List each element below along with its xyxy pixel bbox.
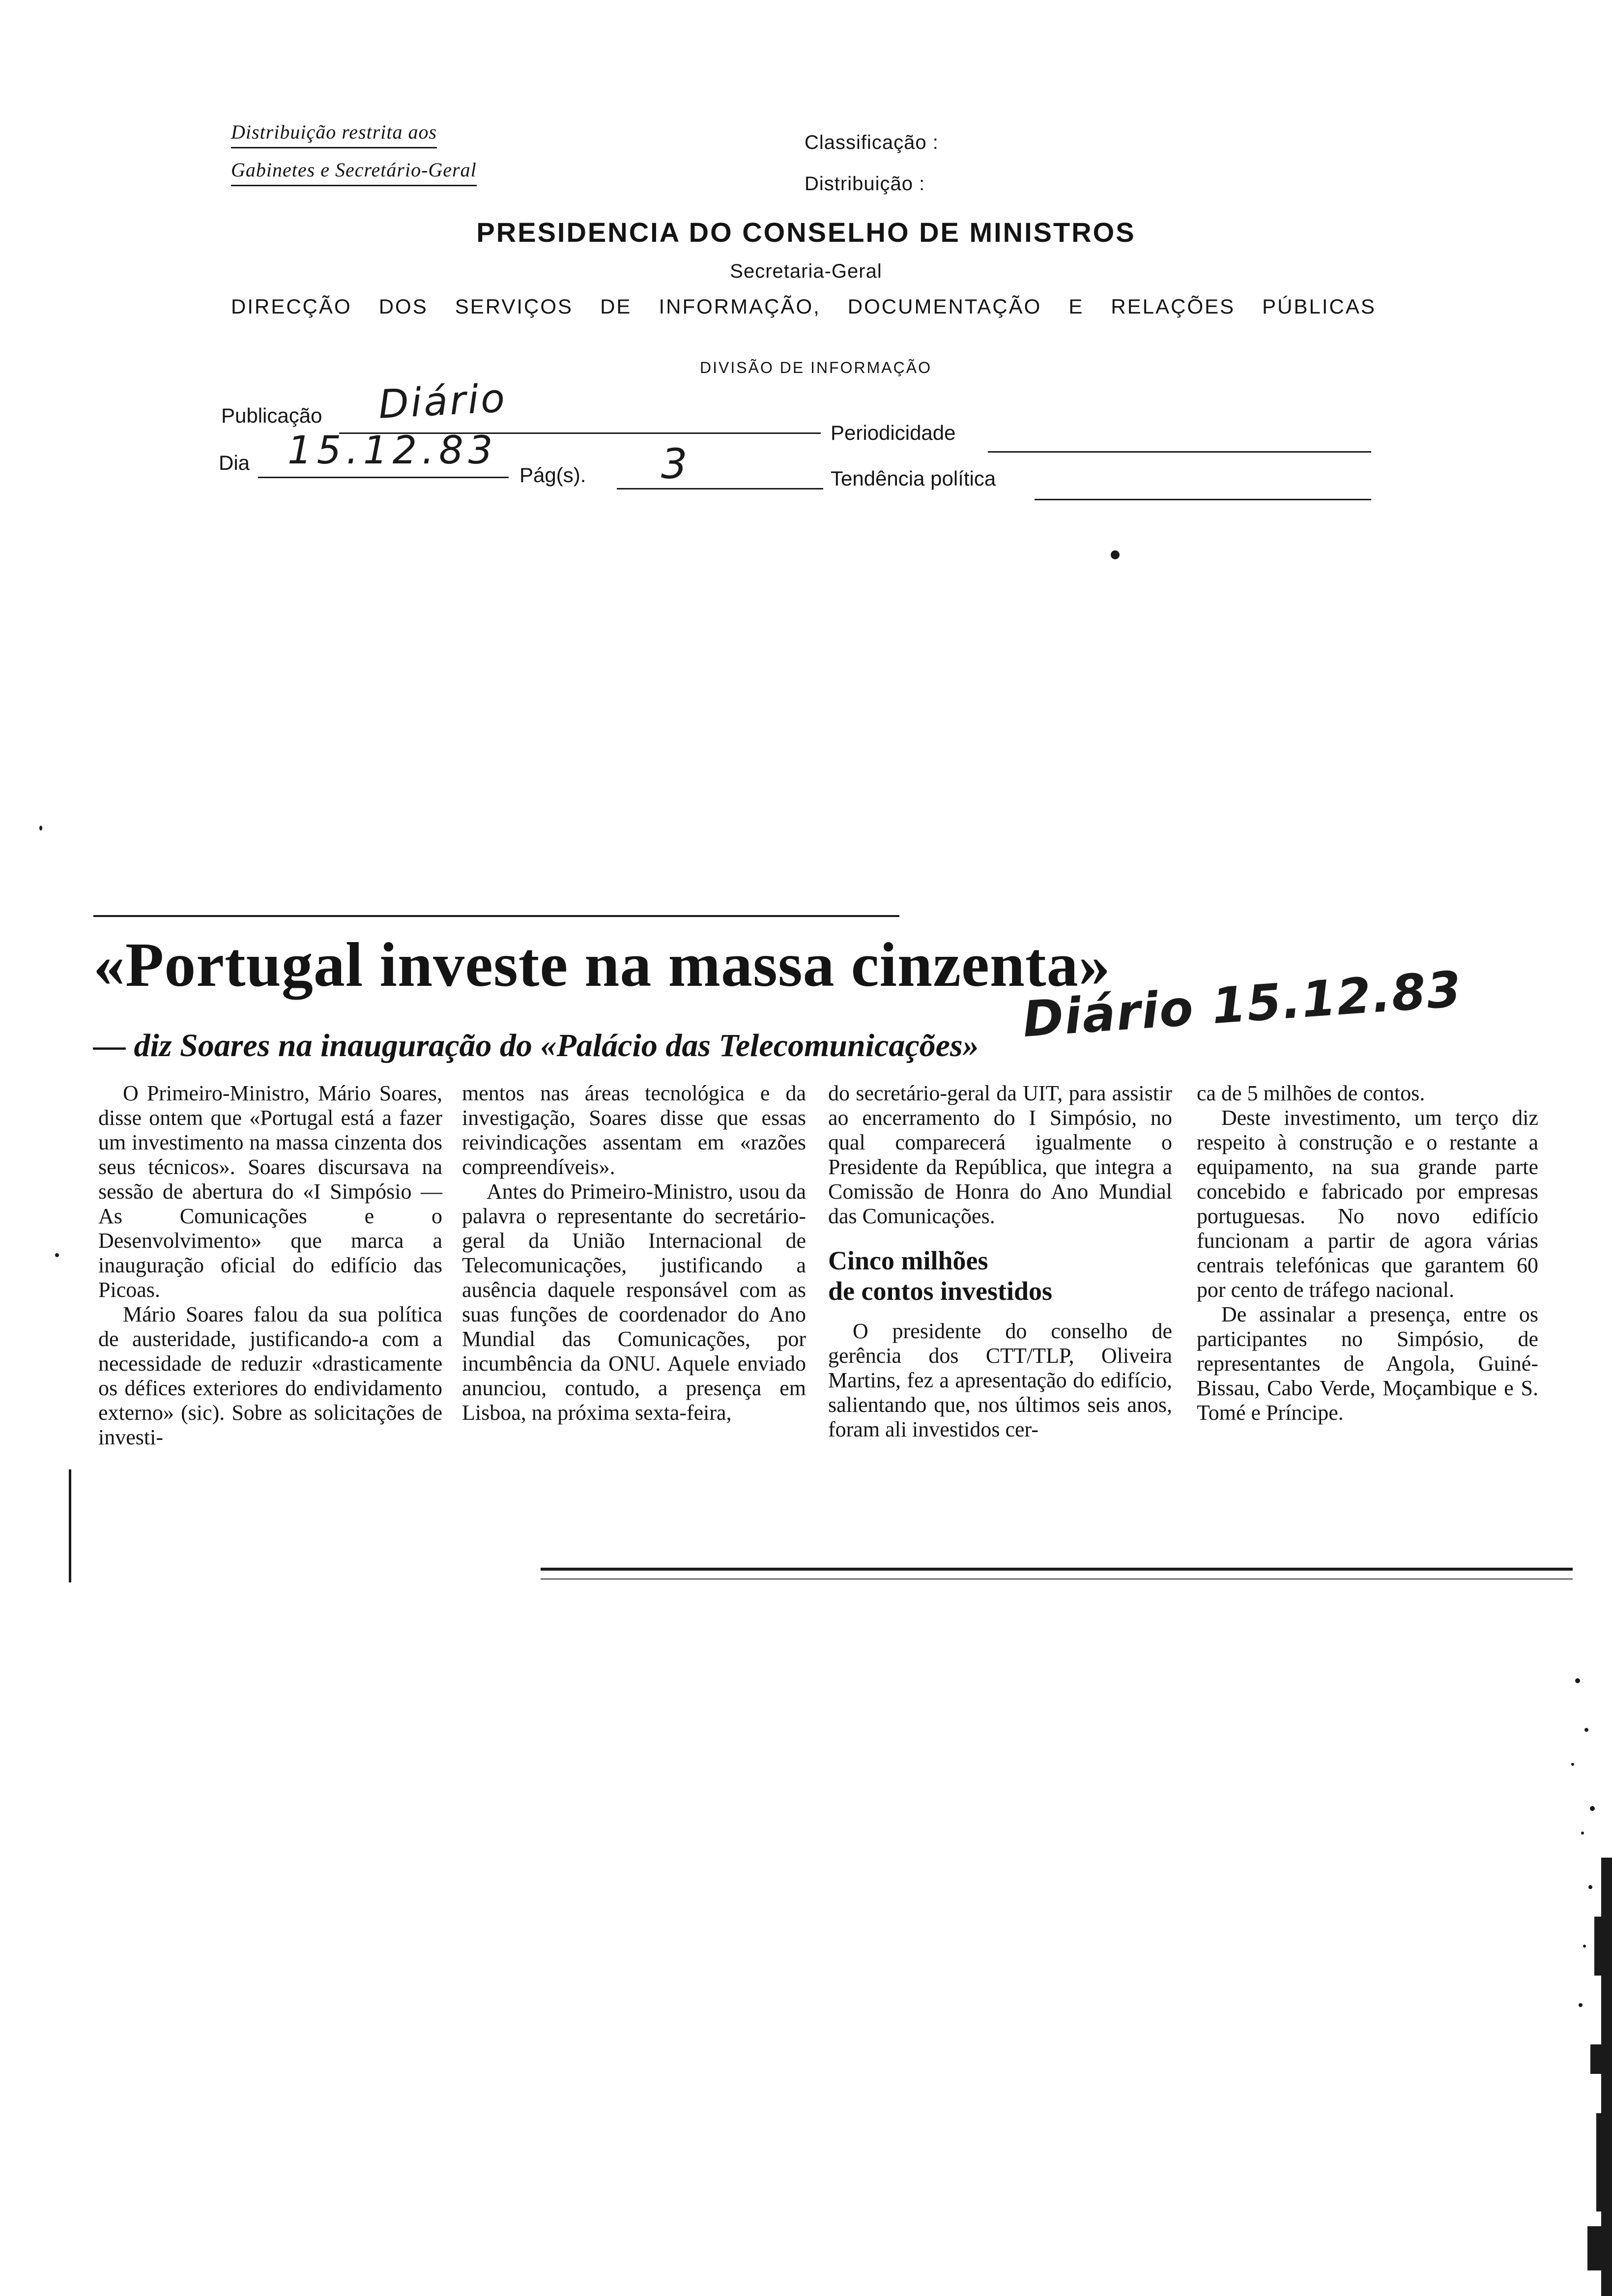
- directorate-word: DE: [600, 295, 632, 318]
- secretariat-subtitle: Secretaria-Geral: [730, 260, 882, 282]
- periodicidade-label: Periodicidade: [831, 421, 956, 444]
- directorate-word: SERVIÇOS: [455, 295, 574, 318]
- dia-handwritten: 15.12.83: [288, 429, 498, 473]
- directorate-word: PÚBLICAS: [1262, 295, 1376, 318]
- paragraph: De assinalar a presença, entre os participantes no Simpósio, de representantes de Angola, Guiné-Bissau, Cabo Verde, Moçambique e S. Tomé e Príncipe.: [1197, 1302, 1538, 1425]
- article-bottom-rule-thin: [541, 1578, 1573, 1579]
- article-column-4: [1197, 1081, 1538, 1425]
- paragraph: O Primeiro-Ministro, Mário Soares, disse ontem que «Portugal está a fazer um investimento na massa cinzenta dos seus técnicos». Soares discursava na sessão de abertura do «I Simpósio — As Comunicações e o Desenvolvimento» que marca a inauguração oficial do edifício das Picoas.: [98, 1081, 442, 1302]
- periodicidade-rule: [988, 451, 1371, 453]
- directorate-word: INFORMAÇÃO,: [659, 295, 821, 318]
- distribuicao-label: Distribuição :: [805, 173, 925, 195]
- article-column-1: [98, 1081, 442, 1450]
- article-bottom-rule: [541, 1568, 1573, 1571]
- publicacao-label: Publicação: [221, 404, 322, 427]
- pags-label: Pág(s).: [519, 463, 586, 487]
- directorate-word: DOCUMENTAÇÃO: [847, 295, 1042, 318]
- dia-rule: [258, 477, 509, 478]
- article-headline: «Portugal investe na massa cinzenta»: [93, 930, 1111, 1000]
- scan-edge-noise: [1543, 1602, 1612, 2296]
- margin-mark: [69, 1469, 71, 1582]
- article-column-3: [828, 1081, 1172, 1442]
- scan-speck: [39, 826, 42, 831]
- paragraph: Mário Soares falou da sua política de austeridade, justificando-a com a necessidade de reduzir «drasticamente os défices exteriores do endividamento externo» (sic). Sobre as solicitações de investi-: [98, 1302, 442, 1449]
- scan-speck: [55, 1253, 59, 1257]
- article-intertitle: [828, 1245, 1172, 1306]
- intertitle-line: Cinco milhões: [828, 1246, 988, 1275]
- classificacao-label: Classificação :: [805, 132, 939, 153]
- article-subheadline: — diz Soares na inauguração do «Palácio das Telecomunicações»: [93, 1028, 979, 1063]
- directorate-line: [231, 295, 1376, 318]
- pags-rule: [617, 488, 823, 489]
- paragraph: Deste investimento, um terço diz respeito à construção e o restante a equipamento, na sua grande parte concebido e fabricado por empresas portuguesas. No novo edifício funcionam a partir de agora várias centrais telefónicas que garantem 60 por cento de tráfego nacional.: [1197, 1106, 1538, 1302]
- paragraph: ca de 5 milhões de contos.: [1197, 1081, 1425, 1105]
- restriction-note-line1: Distribuição restrita aos: [231, 120, 437, 144]
- paragraph: do secretário-geral da UIT, para assistir ao encerramento do I Simpósio, no qual comparecerá igualmente o Presidente da República, que integra a Comissão de Honra do Ano Mundial das Comunicações.: [828, 1081, 1172, 1228]
- paragraph: O presidente do conselho de gerência dos CTT/TLP, Oliveira Martins, fez a apresentação do edifício, salientando que, nos últimos seis anos, foram ali investidos cer-: [828, 1319, 1172, 1441]
- directorate-word: RELAÇÕES: [1111, 295, 1236, 318]
- directorate-word: DOS: [378, 295, 428, 318]
- paragraph: Antes do Primeiro-Ministro, usou da palavra o representante do secretário-geral da União Internacional de Telecomunicações, justificando a ausência daquele responsável com as suas funções de coordenador do Ano Mundial das Comunicações, por incumbência da ONU. Aquele enviado anunciou, contudo, a presença em Lisboa, na próxima sexta-feira,: [462, 1179, 806, 1425]
- directorate-word: DIRECÇÃO: [231, 295, 352, 318]
- division-label: DIVISÃO DE INFORMAÇÃO: [700, 359, 932, 376]
- publicacao-handwritten: Diário: [377, 375, 508, 428]
- dia-label: Dia: [219, 451, 250, 474]
- article-top-rule: [93, 915, 899, 917]
- directorate-word: E: [1068, 295, 1084, 318]
- pags-handwritten: 3: [661, 440, 690, 488]
- article-column-2: [462, 1081, 806, 1425]
- tendencia-rule: [1035, 499, 1371, 500]
- intertitle-line: de contos investidos: [828, 1276, 1053, 1306]
- institution-title: PRESIDENCIA DO CONSELHO DE MINISTROS: [476, 217, 1136, 248]
- tendencia-label: Tendência política: [831, 467, 996, 490]
- paragraph: mentos nas áreas tecnológica e da investigação, Soares disse que essas reivindicações assentam em «razões compreendíveis».: [462, 1081, 806, 1179]
- handwritten-date-note: Diário 15.12.83: [1021, 960, 1464, 1049]
- scan-speck: [1111, 550, 1120, 559]
- restriction-note-line2: Gabinetes e Secretário-Geral: [231, 158, 477, 181]
